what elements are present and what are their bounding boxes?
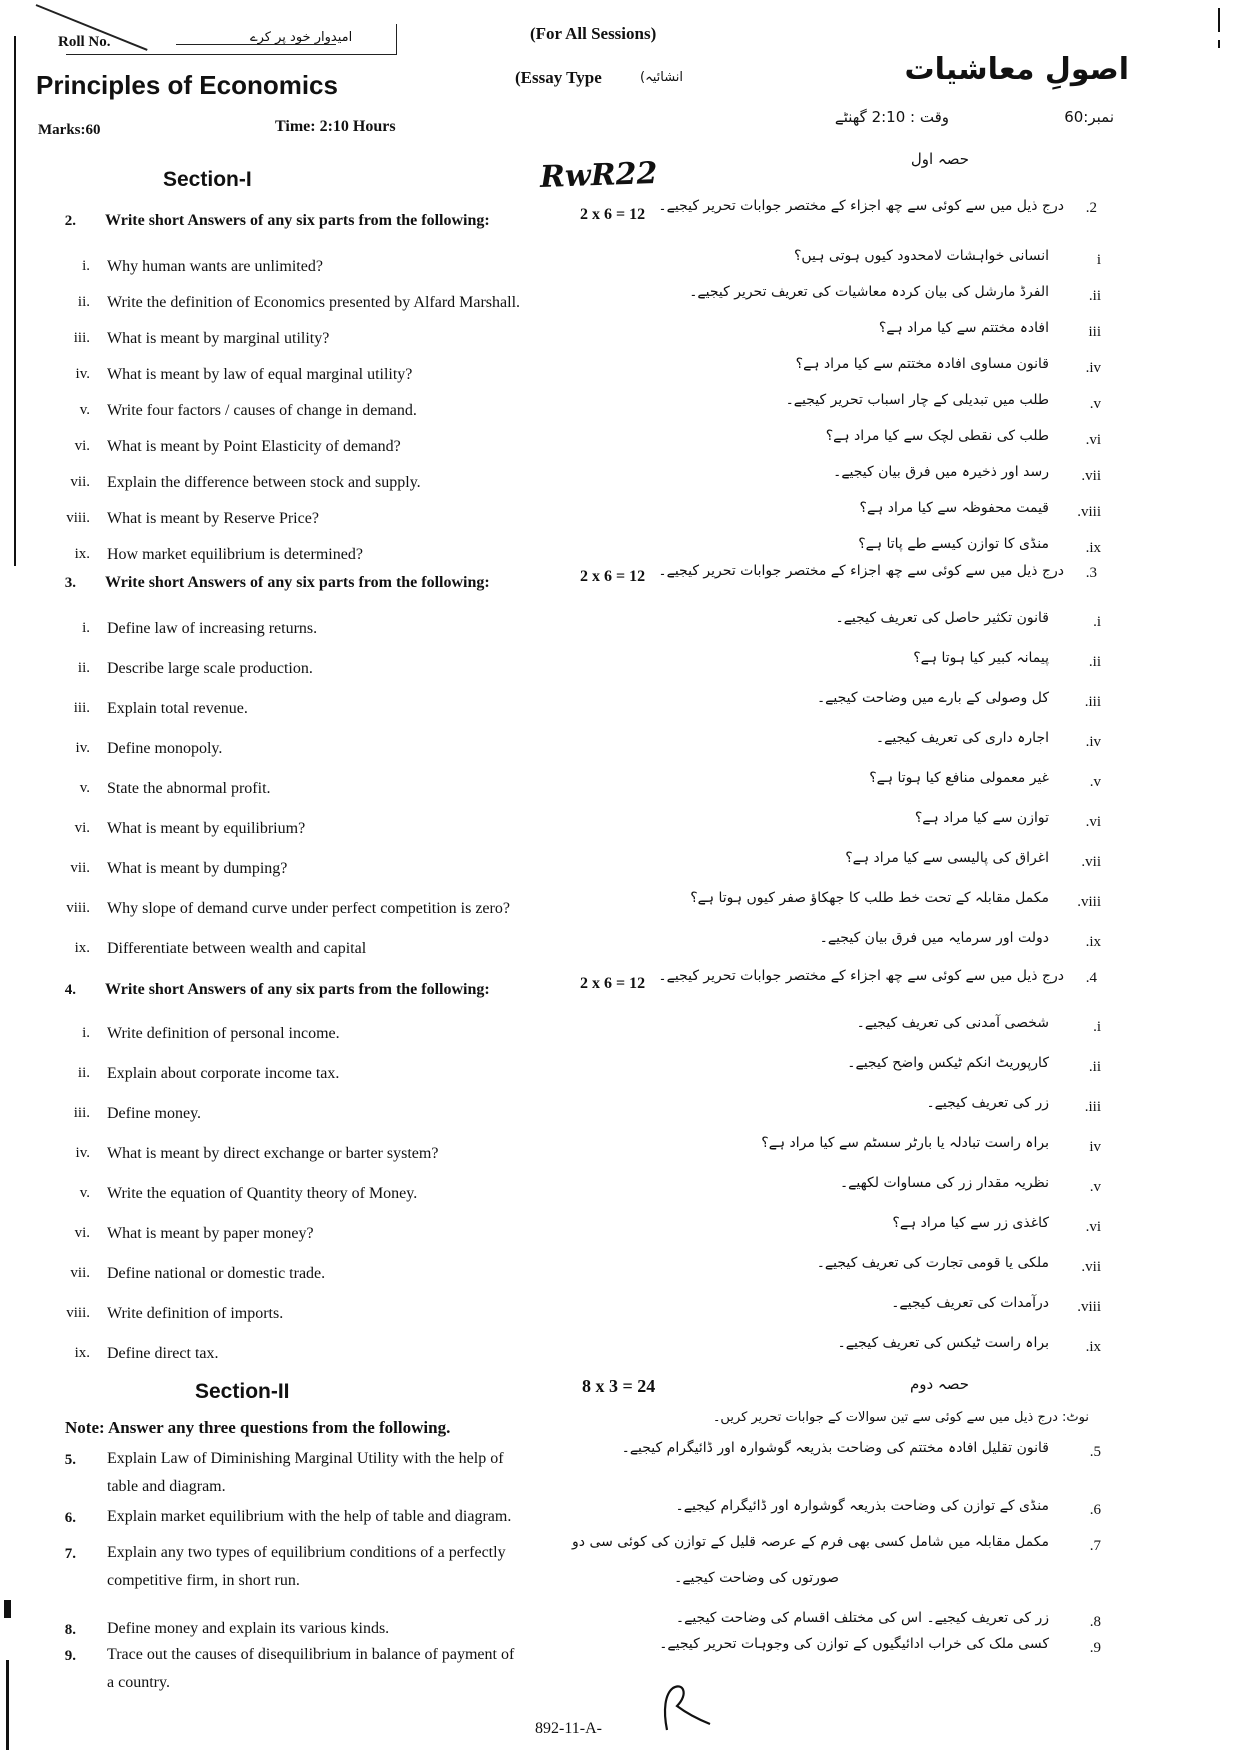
- left-margin-rule: [14, 36, 16, 566]
- q2-part-number: ix.: [74, 546, 90, 562]
- long-question-number: 9.: [64, 1648, 76, 1664]
- long-question-number-ur: .8: [1089, 1614, 1101, 1630]
- marks-urdu: نمبر:60: [1064, 108, 1114, 126]
- q4-part-text-en: What is meant by paper money?: [107, 1225, 314, 1242]
- roll-number-urdu-label: امیدوار خود پر کرے: [250, 30, 353, 45]
- q3-part-text-ur: پیمانہ کبیر کیا ہوتا ہے؟: [913, 650, 1049, 666]
- sessions-label: (For All Sessions): [530, 24, 657, 43]
- q3-part-text-ur: غیر معمولی منافع کیا ہوتا ہے؟: [869, 770, 1049, 786]
- paper-type-urdu: انشائیہ): [640, 70, 684, 85]
- paper-type-label: (Essay Type: [515, 68, 602, 87]
- q4-part-number: ii.: [77, 1065, 90, 1081]
- q4-part-text-ur: ملکی یا قومی تجارت کی تعریف کیجیے۔: [816, 1255, 1049, 1271]
- invigilator-signature: [655, 1680, 725, 1740]
- long-question-number-ur: .9: [1089, 1640, 1101, 1656]
- q3-number: 3.: [64, 575, 76, 591]
- q4-part-number-ur: .vi: [1085, 1219, 1101, 1235]
- handwritten-code: RwR22: [539, 155, 659, 196]
- long-question-text-ur: کسی ملک کی خراب ادائیگیوں کے توازن کی وجوہات تحریر کیجیے۔: [659, 1636, 1049, 1652]
- long-question-text-en-cont: table and diagram.: [107, 1478, 226, 1495]
- q2-part-number: vi.: [74, 438, 90, 454]
- q3-part-text-en: Explain total revenue.: [107, 700, 248, 717]
- q3-part-number-ur: .viii: [1077, 894, 1101, 910]
- q2-part-text-en: Write the definition of Economics presented by Alfard Marshall.: [107, 294, 521, 311]
- q3-part-number: vi.: [74, 820, 90, 836]
- q2-part-number-ur: .viii: [1077, 504, 1101, 520]
- q3-part-text-ur: اغراق کی پالیسی سے کیا مراد ہے؟: [845, 850, 1049, 866]
- q2-number-ur: .2: [1085, 200, 1097, 216]
- q2-part-text-ur: طلب کی نقطی لچک سے کیا مراد ہے؟: [825, 428, 1049, 444]
- q3-part-number-ur: .vii: [1081, 854, 1101, 870]
- q3-part-number-ur: .iv: [1085, 734, 1101, 750]
- q4-part-text-en: Define money.: [107, 1105, 202, 1122]
- q3-part-text-en: Define law of increasing returns.: [107, 620, 318, 637]
- time-urdu: وقت : 2:10 گھنٹے: [834, 108, 949, 126]
- q4-number-ur: .4: [1085, 970, 1097, 986]
- q3-part-text-en: What is meant by dumping?: [107, 860, 288, 877]
- subject-title-ur: اصولِ معاشیات: [904, 52, 1129, 87]
- q2-part-number-ur: i: [1096, 252, 1101, 268]
- q3-part-number: iv.: [75, 740, 90, 756]
- q3-part-text-en: Why slope of demand curve under perfect competition is zero?: [107, 900, 510, 917]
- q3-part-text-ur: قانون تکثیر حاصل کی تعریف کیجیے۔: [835, 610, 1049, 626]
- q4-instruction: Write short Answers of any six parts from the following:: [105, 981, 490, 998]
- long-question-number-ur: .5: [1089, 1444, 1101, 1460]
- long-question-text-en-cont: competitive firm, in short run.: [107, 1572, 300, 1589]
- q4-part-number: ix.: [74, 1345, 90, 1361]
- q4-instruction-ur: درج ذیل میں سے کوئی سے چھ اجزاء کے مختصر جوابات تحریر کیجیے۔: [658, 968, 1064, 984]
- q3-instruction-ur: درج ذیل میں سے کوئی سے چھ اجزاء کے مختصر جوابات تحریر کیجیے۔: [658, 563, 1064, 579]
- q3-part-number: i.: [82, 620, 90, 636]
- q2-part-text-ur: منڈی کا توازن کیسے طے پاتا ہے؟: [858, 536, 1049, 552]
- q3-part-text-en: What is meant by equilibrium?: [107, 820, 306, 837]
- q4-part-number-ur: .i: [1093, 1019, 1101, 1035]
- q3-number-ur: .3: [1085, 565, 1097, 581]
- long-question-text-ur: منڈی کے توازن کی وضاحت بذریعہ گوشوارہ اور ڈائیگرام کیجیے۔: [675, 1498, 1049, 1514]
- q2-part-number-ur: .v: [1089, 396, 1101, 412]
- long-question-number-ur: .6: [1089, 1502, 1101, 1518]
- section-1-title-ur: حصہ اول: [910, 150, 969, 168]
- q2-part-text-ur: رسد اور ذخیرہ میں فرق بیان کیجیے۔: [833, 464, 1049, 480]
- q4-part-text-en: Write the equation of Quantity theory of Money.: [107, 1185, 418, 1202]
- q4-part-text-ur: کاغذی زر سے کیا مراد ہے؟: [892, 1215, 1049, 1231]
- roll-number-label: Roll No.: [58, 34, 111, 50]
- q4-part-text-en: Define national or domestic trade.: [107, 1265, 326, 1282]
- q2-part-text-ur: انسانی خواہشات لامحدود کیوں ہوتی ہیں؟: [793, 248, 1049, 264]
- q4-part-number-ur: .viii: [1077, 1299, 1101, 1315]
- q2-part-number-ur: .vii: [1081, 468, 1101, 484]
- q2-part-number: iv.: [75, 366, 90, 382]
- q3-part-number-ur: .v: [1089, 774, 1101, 790]
- q2-marks: 2 x 6 = 12: [580, 206, 646, 223]
- q4-part-text-ur: نظریہ مقدار زر کی مساوات لکھیے۔: [839, 1175, 1049, 1191]
- long-question-text-ur: مکمل مقابلہ میں شامل کسی بھی فرم کے عرصہ قلیل کے توازن کی کوئی سی دو: [572, 1534, 1049, 1550]
- q2-part-number-ur: .ii: [1088, 288, 1101, 304]
- long-question-text-en: Trace out the causes of disequilibrium in balance of payment of: [107, 1646, 515, 1663]
- q4-part-number: i.: [82, 1025, 90, 1041]
- q4-part-text-en: Write definition of personal income.: [107, 1025, 340, 1042]
- q4-part-number-ur: .ii: [1088, 1059, 1101, 1075]
- q3-part-number-ur: .iii: [1084, 694, 1101, 710]
- q3-part-text-en: Define monopoly.: [107, 740, 223, 757]
- q4-part-number-ur: .iii: [1084, 1099, 1101, 1115]
- long-question-number: 7.: [64, 1546, 76, 1562]
- q3-part-text-ur: اجارہ داری کی تعریف کیجیے۔: [875, 730, 1049, 746]
- q3-part-text-ur: مکمل مقابلہ کے تحت خط طلب کا جھکاؤ صفر کیوں ہوتا ہے؟: [690, 890, 1049, 906]
- q4-part-text-ur: براہ راست تبادلہ یا بارٹر سسٹم سے کیا مراد ہے؟: [761, 1135, 1049, 1151]
- q2-part-number: v.: [79, 402, 90, 418]
- q3-part-number: ii.: [77, 660, 90, 676]
- long-question-number: 6.: [64, 1510, 76, 1526]
- section-1-title: Section-I: [163, 168, 252, 191]
- q3-part-number: iii.: [73, 700, 90, 716]
- q4-part-text-ur: شخصی آمدنی کی تعریف کیجیے۔: [856, 1015, 1049, 1031]
- q3-part-number-ur: .ii: [1088, 654, 1101, 670]
- long-question-number: 8.: [64, 1622, 76, 1638]
- long-question-text-en: Define money and explain its various kinds.: [107, 1620, 390, 1637]
- q2-part-text-en: What is meant by Point Elasticity of demand?: [107, 438, 401, 455]
- q2-part-text-en: Why human wants are unlimited?: [107, 258, 323, 275]
- q2-part-text-ur: قیمت محفوظہ سے کیا مراد ہے؟: [859, 500, 1049, 516]
- scan-mark-bottom-left: [4, 1600, 11, 1618]
- long-question-number: 5.: [64, 1452, 76, 1468]
- q3-part-text-ur: دولت اور سرمایہ میں فرق بیان کیجیے۔: [819, 930, 1049, 946]
- long-question-text-ur: زر کی تعریف کیجیے۔ اس کی مختلف اقسام کی وضاحت کیجیے۔: [675, 1610, 1049, 1626]
- q3-part-number-ur: .ix: [1085, 934, 1101, 950]
- long-question-text-en-cont: a country.: [107, 1674, 170, 1691]
- q4-marks: 2 x 6 = 12: [580, 975, 646, 992]
- q2-part-text-ur: طلب میں تبدیلی کے چار اسباب تحریر کیجیے۔: [785, 392, 1049, 408]
- q4-part-number-ur: iv: [1089, 1139, 1101, 1155]
- q3-instruction: Write short Answers of any six parts from the following:: [105, 574, 490, 591]
- q3-part-text-en: State the abnormal profit.: [107, 780, 271, 797]
- q2-part-number: vii.: [70, 474, 90, 490]
- q4-part-number-ur: .ix: [1085, 1339, 1101, 1355]
- q2-part-number: i.: [82, 258, 90, 274]
- section-2-title-ur: حصہ دوم: [909, 1375, 969, 1393]
- q4-part-text-en: Explain about corporate income tax.: [107, 1065, 340, 1082]
- q4-number: 4.: [64, 982, 76, 998]
- q3-part-number: v.: [79, 780, 90, 796]
- q3-marks: 2 x 6 = 12: [580, 568, 646, 585]
- q2-part-text-en: What is meant by Reserve Price?: [107, 510, 319, 527]
- q2-part-text-ur: افادہ مختتم سے کیا مراد ہے؟: [878, 320, 1049, 336]
- q3-part-number: ix.: [74, 940, 90, 956]
- q2-part-text-ur: قانون مساوی افادہ مختتم سے کیا مراد ہے؟: [795, 356, 1049, 372]
- long-question-number-ur: .7: [1089, 1538, 1101, 1554]
- q4-part-text-ur: براہ راست ٹیکس کی تعریف کیجیے۔: [837, 1335, 1049, 1351]
- q2-part-number-ur: .vi: [1085, 432, 1101, 448]
- q3-part-number: vii.: [70, 860, 90, 876]
- q4-part-text-en: What is meant by direct exchange or barter system?: [107, 1145, 439, 1162]
- q3-part-text-ur: کل وصولی کے بارے میں وضاحت کیجیے۔: [816, 690, 1049, 706]
- q2-part-text-en: What is meant by law of equal marginal utility?: [107, 366, 413, 383]
- q3-part-number-ur: .vi: [1085, 814, 1101, 830]
- q4-part-number-ur: .v: [1089, 1179, 1101, 1195]
- q2-part-number: viii.: [66, 510, 90, 526]
- q2-part-text-en: Write four factors / causes of change in demand.: [107, 402, 417, 419]
- q2-part-number: iii.: [73, 330, 90, 346]
- marks-label: Marks:60: [38, 122, 101, 138]
- section-2-marks: 8 x 3 = 24: [582, 1376, 656, 1396]
- q2-part-number-ur: iii: [1088, 324, 1101, 340]
- q4-part-number: iv.: [75, 1145, 90, 1161]
- scan-edge-bottom-left: [6, 1660, 9, 1750]
- q2-part-number-ur: .ix: [1085, 540, 1101, 556]
- q4-part-number: vi.: [74, 1225, 90, 1241]
- q3-part-number-ur: .i: [1093, 614, 1101, 630]
- q2-instruction-ur: درج ذیل میں سے کوئی سے چھ اجزاء کے مختصر جوابات تحریر کیجیے۔: [658, 198, 1064, 214]
- q2-part-text-ur: الفرڈ مارشل کی بیان کردہ معاشیات کی تعریف تحریر کیجیے۔: [689, 284, 1049, 300]
- q4-part-text-ur: درآمدات کی تعریف کیجیے۔: [891, 1295, 1049, 1311]
- q4-part-number: vii.: [70, 1265, 90, 1281]
- scan-mark-top-right-dot: [1218, 40, 1220, 48]
- q4-part-number-ur: .vii: [1081, 1259, 1101, 1275]
- q4-part-number: iii.: [73, 1105, 90, 1121]
- q3-part-text-en: Describe large scale production.: [107, 660, 313, 677]
- scan-mark-top-right: [1218, 8, 1220, 32]
- subject-title-en: Principles of Economics: [36, 70, 338, 100]
- q2-part-text-en: Explain the difference between stock and supply.: [107, 474, 421, 491]
- q4-part-text-en: Define direct tax.: [107, 1345, 219, 1362]
- q3-part-number: viii.: [66, 900, 90, 916]
- q2-part-text-en: How market equilibrium is determined?: [107, 546, 363, 563]
- section-2-title: Section-II: [195, 1380, 290, 1403]
- paper-code: 892-11-A-: [535, 1720, 602, 1737]
- section-2-note: Note: Answer any three questions from the following.: [65, 1418, 451, 1437]
- q2-part-text-en: What is meant by marginal utility?: [107, 330, 330, 347]
- long-question-text-ur: قانون تقلیل افادہ مختتم کی وضاحت بذریعہ گوشوارہ اور ڈائیگرام کیجیے۔: [621, 1440, 1049, 1456]
- q4-part-number: viii.: [66, 1305, 90, 1321]
- long-question-text-en: Explain Law of Diminishing Marginal Utility with the help of: [107, 1450, 504, 1467]
- q4-part-text-en: Write definition of imports.: [107, 1305, 284, 1322]
- q4-part-number: v.: [79, 1185, 90, 1201]
- time-label: Time: 2:10 Hours: [275, 118, 396, 135]
- q4-part-text-ur: کارپوریٹ انکم ٹیکس واضح کیجیے۔: [847, 1055, 1049, 1071]
- long-question-text-en: Explain market equilibrium with the help of table and diagram.: [107, 1508, 512, 1525]
- q2-instruction: Write short Answers of any six parts from the following:: [105, 212, 490, 229]
- long-question-text-en: Explain any two types of equilibrium conditions of a perfectly: [107, 1544, 506, 1561]
- long-question-text-ur-cont: صورتوں کی وضاحت کیجیے۔: [674, 1570, 839, 1586]
- q2-part-number-ur: .iv: [1085, 360, 1101, 376]
- section-2-note-ur: نوٹ: درج ذیل میں سے کوئی سے تین سوالات کے جوابات تحریر کریں۔: [712, 1410, 1089, 1425]
- q3-part-text-ur: توازن سے کیا مراد ہے؟: [914, 810, 1049, 826]
- q4-part-text-ur: زر کی تعریف کیجیے۔: [926, 1095, 1049, 1111]
- q2-number: 2.: [64, 213, 76, 229]
- q2-part-number: ii.: [77, 294, 90, 310]
- q3-part-text-en: Differentiate between wealth and capital: [107, 940, 367, 957]
